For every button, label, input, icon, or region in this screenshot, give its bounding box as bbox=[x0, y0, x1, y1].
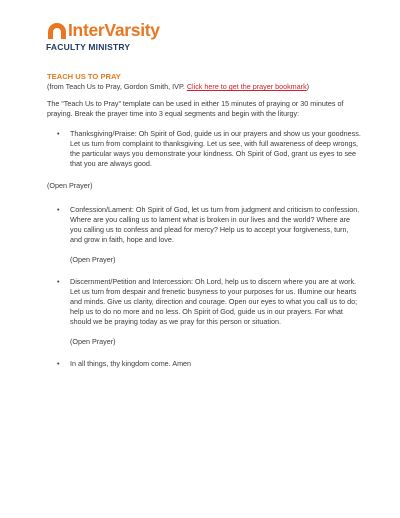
intervarsity-logo bbox=[46, 20, 206, 58]
bullet: • bbox=[57, 205, 60, 214]
document-title: TEACH US TO PRAY bbox=[47, 72, 121, 81]
source-suffix: ) bbox=[306, 82, 310, 91]
prayer-steps-list bbox=[47, 277, 362, 327]
source-line bbox=[47, 82, 362, 92]
list-item-closing bbox=[47, 359, 362, 369]
logo-wordmark: InterVarsity bbox=[68, 20, 160, 40]
list-item-text: In all things, thy kingdom come. Amen bbox=[70, 359, 192, 368]
intro-paragraph: The “Teach Us to Pray” template can be used in either 15 minutes of praying or 30 minutes of praying. Break the prayer time into 3 equal segments and begin with the liturgy: bbox=[47, 99, 344, 118]
list-item-discernment bbox=[47, 277, 362, 327]
prayer-bookmark-link[interactable]: Click here to get the prayer bookmark bbox=[186, 82, 307, 91]
prayer-steps-list bbox=[47, 129, 362, 169]
list-item-thanksgiving bbox=[47, 129, 362, 169]
document-body bbox=[47, 72, 362, 369]
logo-arch-icon bbox=[46, 22, 68, 40]
prayer-steps-list bbox=[47, 359, 362, 369]
bullet: • bbox=[57, 277, 60, 286]
open-prayer-label: (Open Prayer) bbox=[47, 181, 93, 190]
open-prayer-label: (Open Prayer) bbox=[70, 337, 116, 346]
list-item-text: Thanksgiving/Praise: Oh Spirit of God, guide us in our prayers and show us your goodness. Let us turn from complaint to thanksgiving. Let us see, with full awareness of deep wrongs, the particular ways you demonstrate your kindness. Oh Spirit of God, grant us eyes to see that you are always good. bbox=[70, 129, 361, 168]
source-prefix: (from Teach Us to Pray, Gordon Smith, IVP. bbox=[47, 82, 187, 91]
bullet: • bbox=[57, 359, 60, 368]
prayer-steps-list bbox=[47, 205, 362, 245]
list-item-text: Confession/Lament: Oh Spirit of God, let us turn from judgment and criticism to confession. Where are you calling us to lament what is broken in our lives and the world? Where are you calling us to confess and plead for mercy? Help us to accept your forgiveness, turn, and grow in faith, hope and love. bbox=[70, 205, 360, 244]
list-item-text: Discernment/Petition and Intercession: Oh Lord, help us to discern where you are at work. Let us turn from despair and frenetic busyness to your purposes for us. Illumine our hearts and minds. Give us clarity, direction and courage. Open our eyes to what you call us to do; help us to do no more and no less. Oh Spirit of God, guide us in our prayers. For what should we be praying today as we pray for this person or situation. bbox=[70, 277, 358, 326]
bullet: • bbox=[57, 129, 60, 138]
open-prayer-label: (Open Prayer) bbox=[70, 255, 116, 264]
list-item-confession bbox=[47, 205, 362, 245]
logo-subtitle: FACULTY MINISTRY bbox=[46, 42, 131, 52]
